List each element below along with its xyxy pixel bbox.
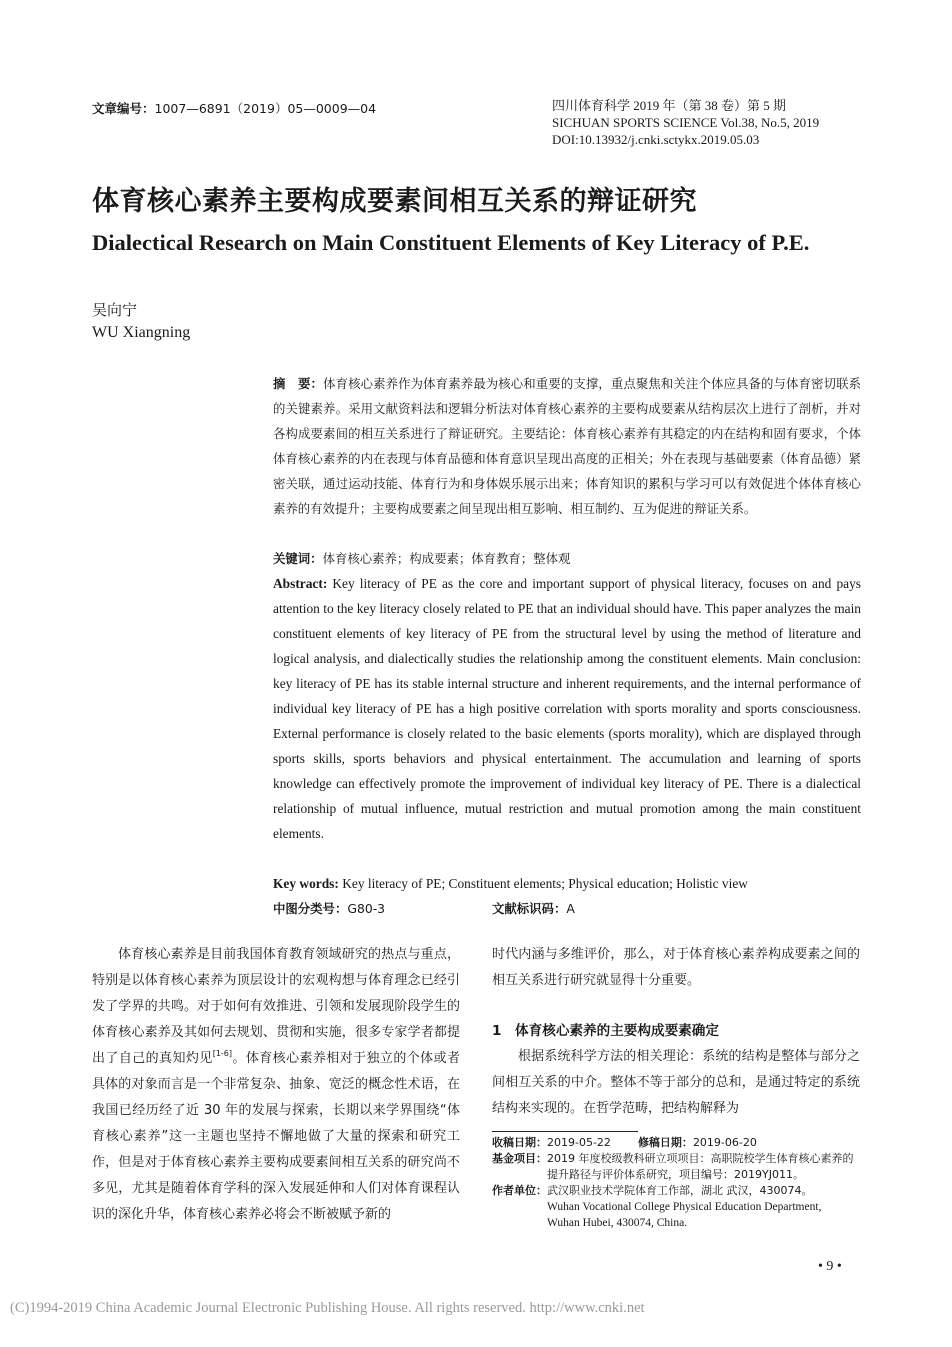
revised-label: 修稿日期： [637, 1136, 693, 1149]
abstract-en-label: Abstract: [273, 576, 328, 591]
body-left-text: 体育核心素养是目前我国体育教育领域研究的热点与重点，特别是以体育核心素养为顶层设计的宏观构想与体育理念已经引发了学界的共鸣。对于如何有效推进、引领和发展现阶段学生的体育核心素养及其如何去规划、贯彻和实施，很多专家学者都提出了自己的真知灼见 [92, 947, 460, 1066]
revised-date: 2019-06-20 [692, 1136, 757, 1149]
received-date: 2019-05-22 [547, 1136, 611, 1149]
title-en: Dialectical Research on Main Constituent Elements of Key Literacy of P.E. [92, 230, 810, 255]
journal-en: SICHUAN SPORTS SCIENCE Vol.38, No.5, 2019 [552, 115, 820, 130]
affiliation-en-line-2: Wuhan Hubei, 430074, China. [547, 1217, 688, 1229]
footnote-divider [492, 1131, 638, 1132]
article-number-label: 文章编号： [92, 101, 155, 116]
article-number-value: 1007—6891（2019）05—0009—04 [154, 101, 377, 116]
footnote-dates [492, 1135, 862, 1151]
body-left-paragraph [92, 942, 460, 1228]
keywords-cn [273, 546, 861, 571]
keywords-en [273, 871, 861, 896]
keywords-cn-text: 体育核心素养；构成要素；体育教育；整体观 [322, 551, 571, 566]
copyright-notice: (C)1994-2019 China Academic Journal Electronic Publishing House. All rights reserved. http://www.cnki.net [10, 1300, 645, 1316]
abstract-en [273, 571, 861, 846]
body-left-text-cont: 。体育核心素养相对于独立的个体或者具体的对象而言是一个非常复杂、抽象、宽泛的概念性术语，在我国已经历经了近 30 年的发展与探索，长期以来学界围绕“体育核心素养”这一主题也坚持不懈地做了大量的探索和研究工作，但是对于体育核心素养主要构成要素间相互关系的研究尚不多见，尤其是随着体育学科的深入发展延伸和人们对体育课程认识的深化升华，体育核心素养必将会不断被赋予新的 [92, 1051, 460, 1222]
affiliation-en-line-1: Wuhan Vocational College Physical Education Department, [547, 1201, 822, 1213]
article-number [92, 99, 376, 117]
page-number: • 9 • [818, 1259, 842, 1274]
abstract-cn-label: 摘 要： [273, 376, 324, 391]
body-right-paragraph-1: 时代内涵与多维评价，那么，对于体育核心素养构成要素之间的相互关系进行研究就显得十分重要。 [492, 947, 860, 988]
author-cn: 吴向宁 [92, 301, 138, 319]
footnote-affiliation [492, 1183, 862, 1231]
affiliation-cn: 武汉职业技术学院体育工作部，湖北 武汉，430074。 [547, 1184, 813, 1197]
affiliation-label: 作者单位： [492, 1184, 547, 1197]
clc-value: G80-3 [347, 901, 386, 916]
keywords-cn-label: 关键词： [273, 551, 323, 566]
fund-label: 基金项目： [492, 1152, 547, 1165]
body-right-paragraph-2: 根据系统科学方法的相关理论：系统的结构是整体与部分之间相互关系的中介。整体不等于部分的总和，是通过特定的系统结构来实现的。在哲学范畴，把结构解释为 [492, 1049, 860, 1116]
author-en: WU Xiangning [92, 324, 191, 341]
keywords-en-text: Key literacy of PE; Constituent elements; Physical education; Holistic view [342, 876, 748, 891]
doi: DOI:10.13932/j.cnki.sctykx.2019.05.03 [552, 132, 760, 147]
fund-text: 2019 年度校级教科研立项项目：高职院校学生体育核心素养的提升路径与评价体系研究，项目编号：2019YJ011。 [547, 1152, 854, 1181]
footnote [492, 1135, 862, 1231]
keywords-en-label: Key words: [273, 876, 339, 891]
citation-ref: [1-6] [212, 1049, 233, 1058]
journal-info [552, 97, 819, 148]
section-heading: 1 体育核心素养的主要构成要素确定 [492, 1023, 719, 1039]
journal-cn: 四川体育科学 2019 年（第 38 卷）第 5 期 [552, 98, 787, 113]
document-code [492, 896, 575, 921]
abstract-cn [273, 371, 861, 521]
received-label: 收稿日期： [492, 1136, 547, 1149]
abstract-cn-text: 体育核心素养作为体育素养最为核心和重要的支撑，重点聚焦和关注个体应具备的与体育密切联系的关键素养。采用文献资料法和逻辑分析法对体育核心素养的主要构成要素从结构层次上进行了剖析，并对各构成要素间的相互关系进行了辩证研究。主要结论：体育核心素养有其稳定的内在结构和固有要求，个体体育核心素养的内在表现与体育品德和体育意识呈现出高度的正相关；外在表现与基础要素（体育品德）紧密关联，通过运动技能、体育行为和身体娱乐展示出来；体育知识的累积与学习可以有效促进个体体育核心素养的有效提升；主要构成要素之间呈现出相互影响、相互制约、互为促进的辩证关系。 [273, 376, 862, 516]
clc-label: 中图分类号： [273, 901, 348, 916]
title-cn: 体育核心素养主要构成要素间相互关系的辩证研究 [92, 186, 697, 217]
doc-code-value: A [566, 901, 575, 916]
doc-code-label: 文献标识码： [492, 901, 567, 916]
footnote-fund [492, 1151, 862, 1183]
abstract-en-text: Key literacy of PE as the core and important support of physical literacy, focuses on and pays attention to the key literacy closely related to PE that an individual should have. This paper analyzes the main constituent elements of key literacy of PE from the structural level by using the method of literature and logical analysis, and dialectically studies the relationship among the constituent elements. Main conclusion: key literacy of PE has its stable internal structure and inherent requirements, and the internal performance of individual key literacy of PE has a high positive correlation with sports morality and sports consciousness. External performance is closely related to the basic elements (sports morality), which are displayed through sports skills, sports behaviors and physical entertainment. The accumulation and learning of sports knowledge can effectively promote the improvement of individual key literacy of PE. There is a dialectical relationship of mutual influence, mutual restriction and mutual promotion among the main constituent elements. [273, 576, 861, 841]
